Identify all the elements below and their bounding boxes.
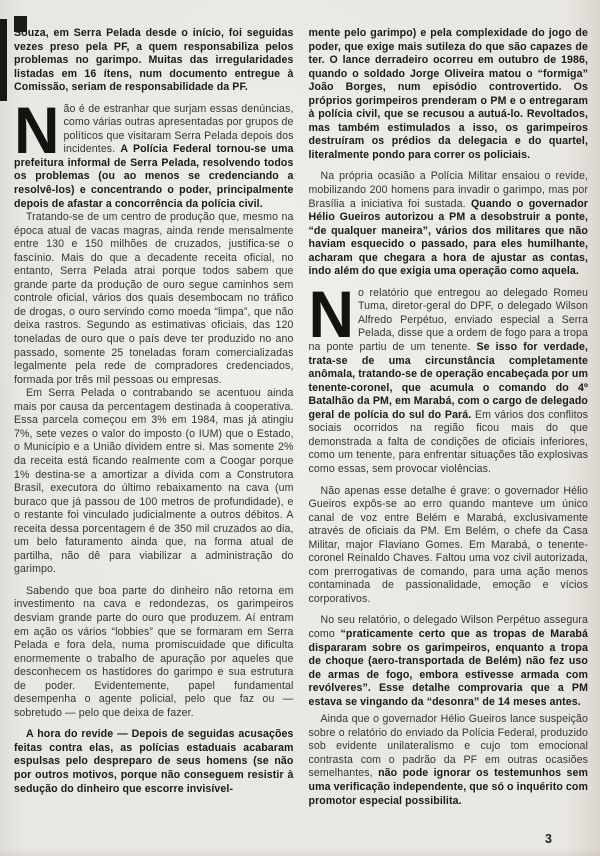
text-segment: Na própria ocasião a Polícia Militar ensaiou o revide, mobilizando 200 homens para invadir o garimpo, mas por Brasília a iniciativa foi sustada.: [308, 170, 588, 210]
paragraph: [309, 485, 589, 607]
text-segment: o relatório que entregou ao delegado Romeu Tuma, diretor-geral do DPF, o delegado Wilson Alfredo Perpétuo, enviado especial a Serra Pelada, disse que a ordem de fogo para a tropa na ponte partiu de um tenente.: [308, 286, 588, 354]
text-segment: Se isso for verdade, trata-se de uma circunstância completamente anômala, tratando-se de operação encabeçada por um tenente-coronel, que acumula o comando do 4º Batalhão da PM, em Marabá, com o cargo de delegado geral de polícia do sul do Pará.: [308, 341, 589, 421]
text-segment: Sabendo que boa parte do dinheiro não retorna em investimento na cava e redondezas, os garimpeiros desviam grande parte do ouro que produzem. Aí entram em ação os vários “lobbies” que se formaram em Serra Pelada e fora dela, numa promiscuidade que dificulta enormemente o trabalho de apuração por aqueles que desconhecem os hastidores do garimpo e sua estrutura de poder. Evidentemente, papel fundamental desempenha o agente policial, pelo que faz ou — sobretudo — pelo que deixa de fazer.: [14, 584, 294, 719]
text-segment: Depois de seguidas acusações feitas contra elas, as polícias estaduais acabaram espulsas pelo despreparo de seus homens (se não por outros motivos, porque não conseguem resistir à sedução do dinheiro que escorre invisível-: [14, 728, 294, 795]
paragraph: [14, 387, 294, 577]
paragraph: [309, 713, 589, 808]
text-segment: mente pelo garimpo) e pela complexidade do jogo de poder, que exige mais sutileza do que são capazes de ter. O lance derradeiro ocorreu em outubro de 1986, quando o soldado Jorge Oliveira matou o “formiga” João Borges, num episódio controvertido. Os próprios gorimpeiros prenderam o PM e o entregaram à polícia civil, que se recusou a autuá-lo. Revoltados, mas também estimulados a isso, os garimpeiros destruíram os prédios da delegacia e do quartel, literalmente pondo para correr os policiais.: [308, 27, 588, 161]
text-segment: Tratando-se de um centro de produção que, mesmo na época atual de vacas magras, ainda rende mensalmente entre 130 e 150 milhões de cruzados, justifica-se o fascínio. Mais do que a decadente receita oficial, no entanto, Serra Pelada atrai porque todos sabem que grande parte da produção de ouro segue caminhos sem controle oficial, vários dos quais desembocam no tráfico de drogas, o ouro servindo como moeda “limpa”, que não deixa rastros. Segundo as estimativas oficiais, das 120 toneladas de ouro que o país deve ter produzido no ano passado, somente 25 toneladas foram comercializadas legalmente pela rede de compradores credenciados, formada por três mil pessoas ou empresas.: [14, 211, 294, 386]
text-segment: No seu relatório, o delegado Wilson Perpétuo assegura como: [308, 614, 588, 640]
text-segment: ão é de estranhar que surjam essas denúncias, como várias outras apresentadas por grupos de políticos que visitaram Serra Pelada depois dos incidentes.: [63, 102, 294, 156]
paragraph: [14, 211, 294, 387]
text-segment: Em vários dos conflitos sociais ocorridos na região ficou mais do que demonstrada a falta de condições de oficiais inferiores, como um tenente, para enfrentar situações tão explosivas como essas, sem provocar violências.: [308, 408, 588, 475]
article-body: [14, 27, 588, 827]
dropcap-letter: N: [308, 278, 351, 352]
paragraph-dropcap: [308, 278, 589, 477]
text-segment: Em Serra Pelada o contrabando se acentuou ainda mais por causa da percentagem destinada à cooperativa. Essa parcela começou em 3% em 1984, mas já atingiu 7%, sete vezes o valor do imposto (o IUM) que o Estado, o Município e a União dividem entre si. Mas somente 2% da receita está ficando realmente com a Coogar porque 1% destina-se a amortizar a dívida com a Construtora Brasil, executora do último rebaixamento na cava (um buraco que já passou de 100 metros de profundidade), e o restante foi vinculado judicialmente a outros débitos. A receita dessa porcentagem é de 350 mil cruzados ao dia, um belo faturamento ainda que, na forma atual de partilha, não dê para viabilizar a administração do garimpo.: [14, 387, 294, 576]
text-segment: Não apenas esse detalhe é grave: o governador Hélio Gueiros expôs-se ao erro quando manteve um único canal de voz entre Belém e Marabá, exclusivamente através de oficiais da PM. Em Belém, o chefe da Casa Militar, major Flaviano Gomes. Em Marabá, o tenente-coronel Reinaldo Chaves. Faltou uma voz civil autorizada, com prerrogativas de comando, para uma ação menos contaminada de passionalidade, emoção e vícios corporativos.: [308, 484, 588, 605]
dropcap-letter: N: [14, 94, 57, 168]
text-segment: Ainda que o governador Hélio Gueiros lance suspeição sobre o relatório do enviado da Polícia Federal, produzido sob evidente unilateralismo e cujo tom emocional contrasta com o padrão da PF em outras ocasiões semelhantes,: [308, 713, 588, 780]
text-column-left: [14, 27, 294, 827]
scan-binding-edge: [0, 19, 7, 101]
paragraph: [309, 170, 589, 278]
paragraph: [14, 728, 294, 796]
paragraph: [14, 27, 294, 95]
text-segment: Quando o governador Hélio Gueiros autorizou a PM a desobstruir a ponte, “de qualquer maneira”, vários dos militares que não haviam esquecido o passado, para eles humilhante, acharam que chegara a hora de ajustar as contas, indo além do que exigia uma operação como aquela.: [308, 197, 588, 278]
text-segment: não pode ignorar os testemunhos sem uma verificação independente, que só o inquérito com promotor especial possibilita.: [308, 767, 589, 807]
page-number: 3: [545, 832, 552, 846]
text-segment: “praticamente certo que as tropas de Marabá dispararam sobre os garimpeiros, enquanto a tropa de choque (aero-transportada de Belém) não fez uso de armas de fogo, embora estivesse armada com revólveres”. Esse detalhe comprovaria que a PM estava se vingando da “desonra” de 14 meses antes.: [308, 627, 588, 708]
text-column-right: [309, 27, 589, 827]
text-segment: A Polícia Federal tornou-se uma prefeitura informal de Serra Pelada, resolvendo todos os problemas (ou ao menos se credenciando a resolvê-los) e concentrando o poder, principalmente depois de afastar a concorrência da polícia civil.: [14, 143, 294, 210]
paragraph-dropcap: [14, 94, 294, 211]
text-segment: A hora do revide —: [26, 728, 132, 741]
page-edge-shading: [0, 848, 600, 856]
paragraph: [309, 614, 589, 709]
paragraph: [14, 585, 294, 720]
text-segment: Souza, em Serra Pelada desde o início, foi seguidas vezes preso pela PF, a quem responsabiliza pelos problemas no garimpo. Muitas das irregularidades listadas em 16 ítens, num documento entregue à Comissão, seriam de responsabilidade da PF.: [14, 27, 294, 94]
paragraph: [309, 27, 589, 162]
